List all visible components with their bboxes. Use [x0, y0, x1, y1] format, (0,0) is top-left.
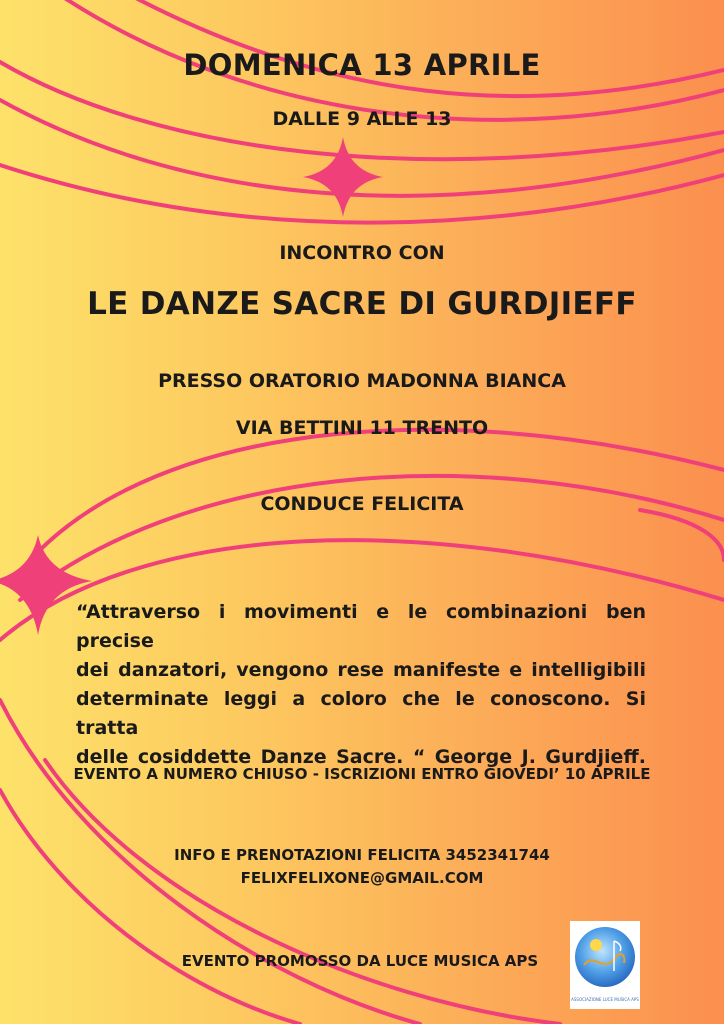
event-date: DOMENICA 13 APRILE [183, 48, 541, 82]
quote-line: dei danzatori, vengono rese manifeste e intelligibili [76, 659, 646, 681]
swoosh-line [45, 760, 560, 1024]
event-title: LE DANZE SACRE DI GURDJIEFF [87, 286, 637, 322]
promoter-credit: EVENTO PROMOSSO DA LUCE MUSICA APS [181, 952, 539, 970]
association-logo [570, 921, 640, 1009]
contact-info: INFO E PRENOTAZIONI FELICITA 3452341744 [174, 846, 550, 864]
quote-line: “Attraverso i movimenti e le combinazioni ben precise [76, 601, 646, 652]
sparkle-star-icon [303, 137, 383, 217]
quote-line: delle cosiddette Danze Sacre. “ George J. Gurdjieff. [76, 746, 646, 768]
logo-emblem-icon [570, 921, 640, 997]
registration-notice: EVENTO A NUMERO CHIUSO - ISCRIZIONI ENTRO GIOVEDI’ 10 APRILE [73, 765, 651, 783]
event-address: VIA BETTINI 11 TRENTO [235, 417, 489, 439]
event-intro: INCONTRO CON [279, 242, 445, 264]
logo-caption: ASSOCIAZIONE LUCE MUSICA APS [571, 997, 639, 1002]
event-leader: CONDUCE FELICITA [260, 493, 464, 515]
quote-line: determinate leggi a coloro che le conoscono. Si tratta [76, 688, 646, 739]
gurdjieff-quote [76, 598, 646, 772]
event-venue: PRESSO ORATORIO MADONNA BIANCA [158, 370, 566, 392]
event-hours: DALLE 9 ALLE 13 [272, 108, 452, 130]
swoosh-line [0, 790, 300, 1024]
contact-email: FELIXFELIXONE@GMAIL.COM [240, 869, 484, 887]
